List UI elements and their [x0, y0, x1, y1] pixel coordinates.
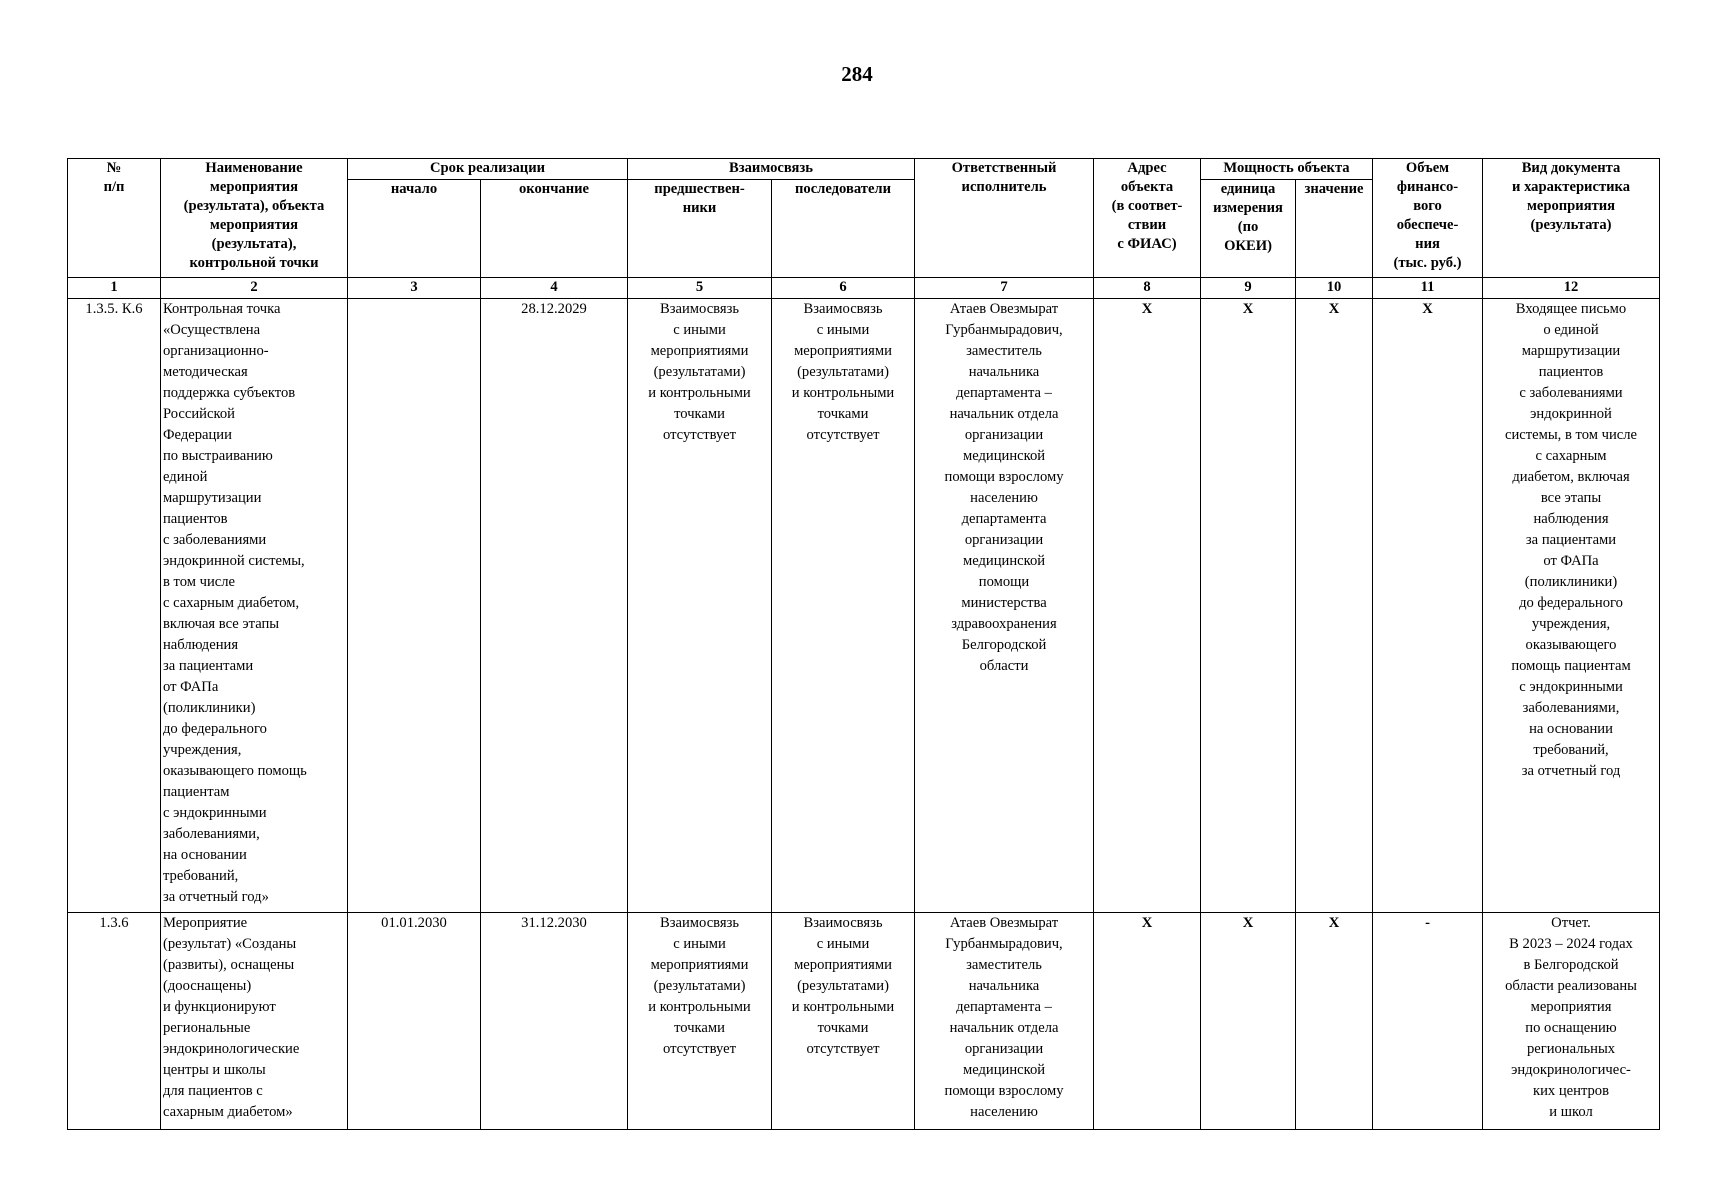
header-relation-group: Взаимосвязь	[628, 159, 915, 180]
header-unit: единица измерения (по ОКЕИ)	[1201, 180, 1296, 278]
column-number: 6	[772, 278, 915, 299]
row-number: 1.3.5. К.6	[68, 299, 161, 913]
row-end-date: 28.12.2029	[481, 299, 628, 913]
header-name: Наименование мероприятия (результата), объекта мероприятия (результата), контрольной точки	[161, 159, 348, 278]
table-row	[68, 299, 1660, 913]
page-number: 284	[841, 62, 873, 86]
header-predecessors: предшествен- ники	[628, 180, 772, 278]
row-address: X	[1094, 913, 1201, 1130]
row-predecessors: Взаимосвязь с иными мероприятиями (результатами) и контрольными точками отсутствует	[628, 299, 772, 913]
header-capacity-group: Мощность объекта	[1201, 159, 1373, 180]
row-start-date: 01.01.2030	[348, 913, 481, 1130]
column-number: 7	[915, 278, 1094, 299]
column-number: 3	[348, 278, 481, 299]
table-row	[68, 913, 1660, 1130]
column-number: 4	[481, 278, 628, 299]
header-end: окончание	[481, 180, 628, 278]
header-document: Вид документа и характеристика мероприятия (результата)	[1483, 159, 1660, 278]
row-value: X	[1296, 299, 1373, 913]
row-finance: X	[1373, 299, 1483, 913]
column-number: 2	[161, 278, 348, 299]
row-document: Входящее письмо о единой маршрутизации пациентов с заболеваниями эндокринной системы, в том числе с сахарным диабетом, включая все этапы наблюдения за пациентами от ФАПа (поликлиники) до федерального учреждения, оказывающего помощь пациентам с эндокринными заболеваниями, на основании требований, за отчетный год	[1483, 299, 1660, 913]
row-predecessors: Взаимосвязь с иными мероприятиями (результатами) и контрольными точками отсутствует	[628, 913, 772, 1130]
header-responsible: Ответственный исполнитель	[915, 159, 1094, 278]
header-value: значение	[1296, 180, 1373, 278]
row-number: 1.3.6	[68, 913, 161, 1130]
row-successors: Взаимосвязь с иными мероприятиями (результатами) и контрольными точками отсутствует	[772, 913, 915, 1130]
row-end-date: 31.12.2030	[481, 913, 628, 1130]
column-number-row	[68, 278, 1660, 299]
row-document: Отчет. В 2023 – 2024 годах в Белгородской области реализованы мероприятия по оснащению региональных эндокринологичес- ких центров и школ	[1483, 913, 1660, 1130]
column-number: 8	[1094, 278, 1201, 299]
column-number: 1	[68, 278, 161, 299]
column-number: 10	[1296, 278, 1373, 299]
row-successors: Взаимосвязь с иными мероприятиями (результатами) и контрольными точками отсутствует	[772, 299, 915, 913]
column-number: 11	[1373, 278, 1483, 299]
row-value: X	[1296, 913, 1373, 1130]
row-responsible: Атаев Овезмырат Гурбанмырадович, заместитель начальника департамента – начальник отдела организации медицинской помощи взрослому населению департамента организации медицинской помощи министерства здравоохранения Белгородской области	[915, 299, 1094, 913]
row-responsible: Атаев Овезмырат Гурбанмырадович, заместитель начальника департамента – начальник отдела организации медицинской помощи взрослому населению	[915, 913, 1094, 1130]
column-number: 5	[628, 278, 772, 299]
header-address: Адрес объекта (в соответ- ствии с ФИАС)	[1094, 159, 1201, 278]
header-successors: последователи	[772, 180, 915, 278]
plan-table	[67, 158, 1660, 1130]
row-unit: X	[1201, 299, 1296, 913]
row-start-date	[348, 299, 481, 913]
header-term-group: Срок реализации	[348, 159, 628, 180]
row-name: Мероприятие (результат) «Созданы (развиты), оснащены (дооснащены) и функционируют региональные эндокринологические центры и школы для пациентов с сахарным диабетом»	[161, 913, 348, 1130]
row-address: X	[1094, 299, 1201, 913]
row-finance: -	[1373, 913, 1483, 1130]
row-name: Контрольная точка «Осуществлена организационно- методическая поддержка субъектов Российской Федерации по выстраиванию единой маршрутизации пациентов с заболеваниями эндокринной системы, в том числе с сахарным диабетом, включая все этапы наблюдения за пациентами от ФАПа (поликлиники) до федерального учреждения, оказывающего помощь пациентам с эндокринными заболеваниями, на основании требований, за отчетный год»	[161, 299, 348, 913]
header-num: № п/п	[68, 159, 161, 278]
column-number: 12	[1483, 278, 1660, 299]
header-finance: Объем финансо- вого обеспече- ния (тыс. руб.)	[1373, 159, 1483, 278]
header-start: начало	[348, 180, 481, 278]
column-number: 9	[1201, 278, 1296, 299]
row-unit: X	[1201, 913, 1296, 1130]
